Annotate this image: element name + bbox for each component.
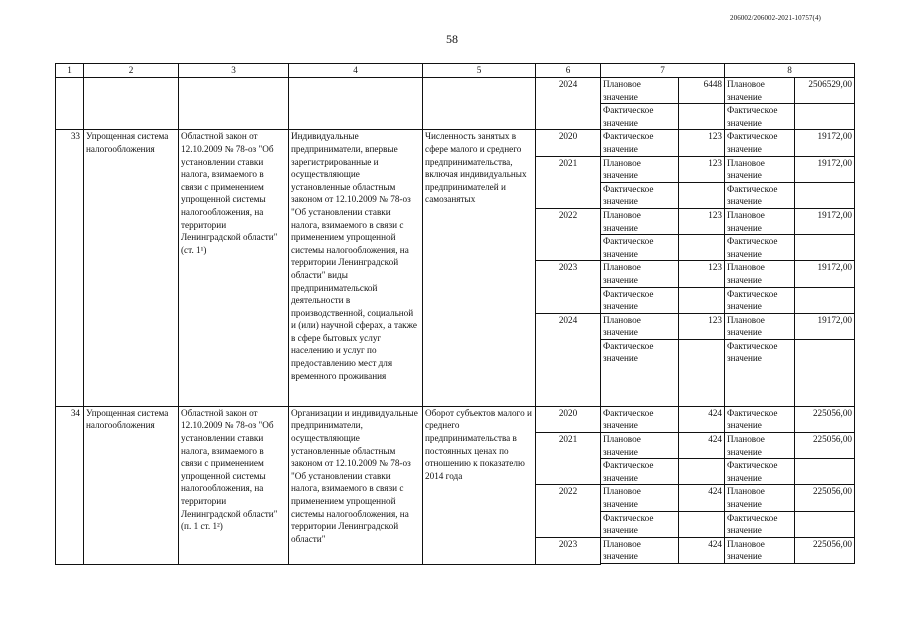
target-indicator: Численность занятых в сфере малого и среднего предпринимательства, включая индивидуальных предпринимателей и самозанятых: [423, 130, 536, 407]
row-end-cell: [725, 564, 795, 565]
plan-label: Плановое значение: [601, 537, 679, 563]
table-row: [56, 406, 855, 432]
plan-label: Плановое значение: [601, 208, 679, 234]
plan-label: Плановое значение: [601, 156, 679, 182]
plan-label: Плановое значение: [725, 78, 795, 104]
row-end-cell: [601, 564, 679, 565]
plan-label: Плановое значение: [601, 433, 679, 459]
document-id: 206002/206002-2021-10757(4): [730, 14, 821, 22]
fact-label: Фактическое значение: [725, 511, 795, 537]
plan-value-8: 225056,00: [795, 433, 855, 459]
fact-label: Фактическое значение: [601, 339, 679, 406]
plan-value-8: 19172,00: [795, 313, 855, 339]
plan-value-7: 123: [679, 313, 725, 339]
fact-label: Фактическое значение: [601, 182, 679, 208]
fact-value-7: [679, 104, 725, 130]
plan-label: Плановое значение: [601, 313, 679, 339]
tax-name: Упрощенная система налогообложения: [84, 130, 179, 407]
plan-label: Плановое значение: [725, 261, 795, 287]
fact-value-8: [795, 182, 855, 208]
table-row: [56, 78, 855, 104]
target-indicator: Оборот субъектов малого и среднего предпринимательства в постоянных ценах по отношению к показателю 2014 года: [423, 406, 536, 564]
fact-label: Фактическое значение: [601, 130, 679, 156]
carry-indicator: [423, 78, 536, 130]
year-cell: 2024: [536, 313, 601, 406]
row-end-cell: [795, 564, 855, 565]
col-header-8: 8: [725, 64, 855, 78]
year-cell: 2020: [536, 130, 601, 156]
fact-value-8: [795, 511, 855, 537]
tax-expenditure-table: [55, 63, 855, 565]
fact-label: Фактическое значение: [725, 130, 795, 156]
fact-label: Фактическое значение: [725, 459, 795, 485]
plan-value-7: 123: [679, 156, 725, 182]
row-number: 34: [56, 406, 84, 564]
fact-label: Фактическое значение: [601, 459, 679, 485]
table-row: [56, 130, 855, 156]
fact-label: Фактическое значение: [725, 182, 795, 208]
plan-label: Плановое значение: [725, 537, 795, 563]
fact-value-7: 123: [679, 130, 725, 156]
plan-label: Плановое значение: [725, 208, 795, 234]
plan-value-7: 424: [679, 537, 725, 563]
fact-value-8: [795, 104, 855, 130]
plan-value-7: 6448: [679, 78, 725, 104]
plan-value-8: 19172,00: [795, 208, 855, 234]
year-cell: 2021: [536, 156, 601, 208]
fact-label: Фактическое значение: [725, 104, 795, 130]
fact-label: Фактическое значение: [725, 339, 795, 406]
year-cell: 2022: [536, 485, 601, 537]
fact-value-7: [679, 235, 725, 261]
plan-value-7: 424: [679, 485, 725, 511]
year-cell: 2023: [536, 537, 601, 564]
plan-value-8: 2506529,00: [795, 78, 855, 104]
fact-value-7: 424: [679, 406, 725, 432]
taxpayer-category: Организации и индивидуальные предприниматели, осуществляющие установленные областным законом от 12.10.2009 № 78-оз "Об установлении ставки налога, взимаемого в связи с применением упрощенной системы налогообложения, на территории Ленинградской области": [289, 406, 423, 564]
carry-tax: [84, 78, 179, 130]
year-cell: 2020: [536, 406, 601, 432]
fact-value-7: [679, 339, 725, 406]
plan-value-8: 225056,00: [795, 485, 855, 511]
plan-value-8: 19172,00: [795, 261, 855, 287]
plan-label: Плановое значение: [725, 313, 795, 339]
plan-value-8: 225056,00: [795, 537, 855, 563]
year-cell: 2022: [536, 208, 601, 260]
taxpayer-category: Индивидуальные предприниматели, впервые зарегистрированные и осуществляющие установленные областным законом от 12.10.2009 № 78-оз "Об установлении ставки налога, взимаемого в связи с применением упрощенной системы налогообложения, на территории Ленинградской области" виды предпринимательской деятельности в производственной, социальной и (или) научной сферах, а также в сфере бытовых услуг населению и услуг по предоставлению мест для временного проживания: [289, 130, 423, 407]
fact-label: Фактическое значение: [725, 235, 795, 261]
col-header-5: 5: [423, 64, 536, 78]
fact-value-7: [679, 511, 725, 537]
col-header-3: 3: [179, 64, 289, 78]
col-header-6: 6: [536, 64, 601, 78]
fact-label: Фактическое значение: [601, 511, 679, 537]
tax-name: Упрощенная система налогообложения: [84, 406, 179, 564]
row-end-cell: [679, 564, 725, 565]
plan-value-7: 123: [679, 208, 725, 234]
plan-value-7: 424: [679, 433, 725, 459]
col-header-7: 7: [601, 64, 725, 78]
fact-label: Фактическое значение: [601, 287, 679, 313]
fact-value-8: [795, 339, 855, 406]
law-reference: Областной закон от 12.10.2009 № 78-оз "Об установлении ставки налога, взимаемого в связи с применением упрощенной системы налогообложения, на территории Ленинградской области" (п. 1 ст. 1²): [179, 406, 289, 564]
plan-label: Плановое значение: [725, 156, 795, 182]
plan-label: Плановое значение: [725, 485, 795, 511]
fact-label: Фактическое значение: [601, 235, 679, 261]
col-header-2: 2: [84, 64, 179, 78]
fact-label: Фактическое значение: [725, 406, 795, 432]
plan-label: Плановое значение: [601, 261, 679, 287]
law-reference: Областной закон от 12.10.2009 № 78-оз "Об установлении ставки налога, взимаемого в связи с применением упрощенной системы налогообложения, на территории Ленинградской области" (ст. 1¹): [179, 130, 289, 407]
year-cell: 2023: [536, 261, 601, 313]
fact-label: Фактическое значение: [725, 287, 795, 313]
carry-category: [289, 78, 423, 130]
fact-value-7: [679, 287, 725, 313]
fact-label: Фактическое значение: [601, 104, 679, 130]
fact-value-8: [795, 287, 855, 313]
plan-label: Плановое значение: [601, 485, 679, 511]
year-cell: 2021: [536, 433, 601, 485]
page-number: 58: [446, 32, 458, 46]
column-number-row: [56, 64, 855, 78]
fact-value-7: [679, 459, 725, 485]
row-number: 33: [56, 130, 84, 407]
fact-value-8: [795, 459, 855, 485]
fact-value-8: 19172,00: [795, 130, 855, 156]
carry-num: [56, 78, 84, 130]
fact-value-8: [795, 235, 855, 261]
plan-value-7: 123: [679, 261, 725, 287]
plan-label: Плановое значение: [601, 78, 679, 104]
plan-label: Плановое значение: [725, 433, 795, 459]
plan-value-8: 19172,00: [795, 156, 855, 182]
col-header-1: 1: [56, 64, 84, 78]
carry-law: [179, 78, 289, 130]
fact-value-7: [679, 182, 725, 208]
col-header-4: 4: [289, 64, 423, 78]
fact-label: Фактическое значение: [601, 406, 679, 432]
year-cell: 2024: [536, 78, 601, 130]
fact-value-8: 225056,00: [795, 406, 855, 432]
